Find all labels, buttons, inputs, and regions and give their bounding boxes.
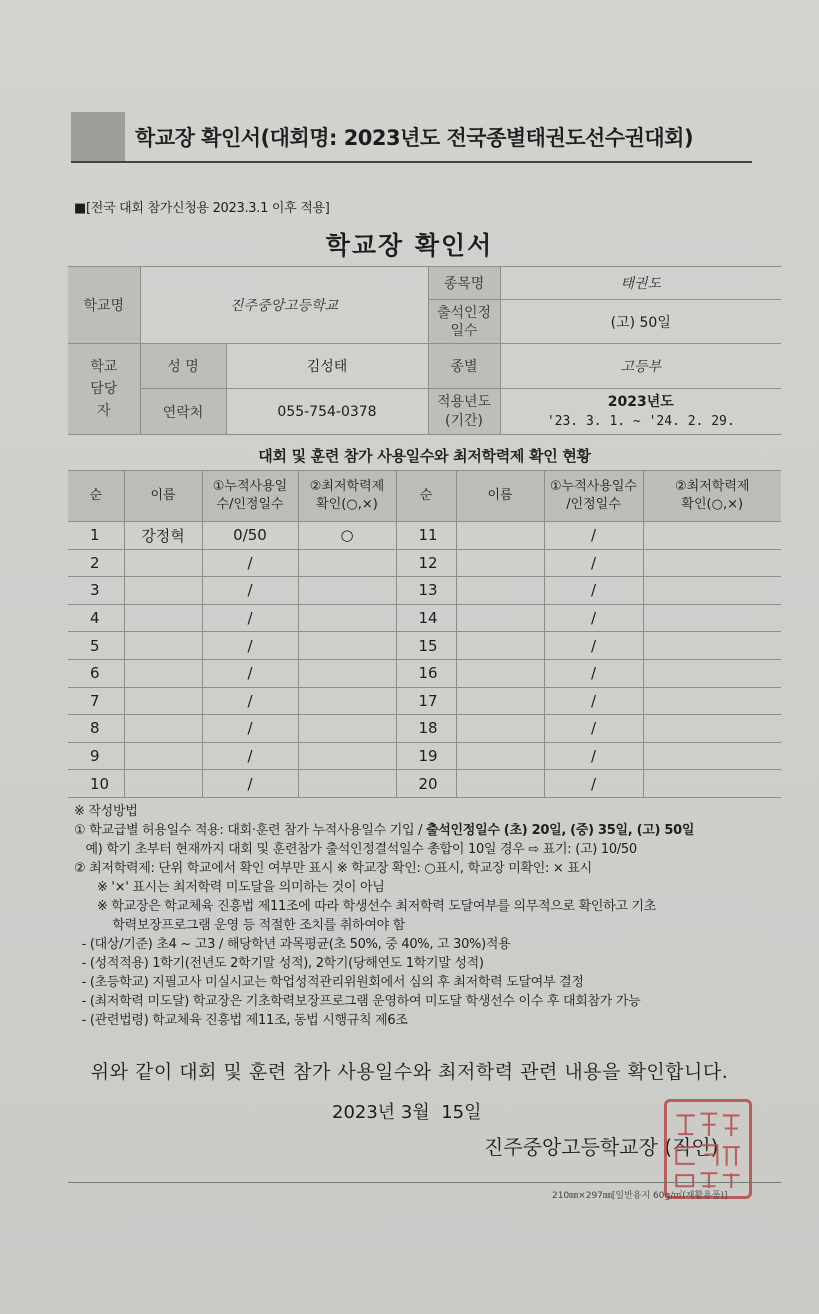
- row-no-2: 12: [396, 549, 456, 577]
- name-value: 김성태: [226, 344, 428, 389]
- row-grade-2: [643, 549, 781, 577]
- document-title: 학교장 확인서: [325, 231, 494, 260]
- row-no: 9: [68, 742, 124, 770]
- row-days-2: /: [544, 715, 643, 743]
- row-days-2: /: [544, 770, 643, 798]
- header-grade-line1: ②최저학력제: [309, 479, 385, 494]
- row-no-2: 18: [396, 715, 456, 743]
- row-grade-2: [643, 715, 781, 743]
- row-days: /: [202, 549, 298, 577]
- row-grade: [298, 687, 396, 715]
- row-name-2: [456, 577, 544, 605]
- instruction-line-1: [74, 821, 774, 840]
- row-name-2: [456, 659, 544, 687]
- header-days-2-line1: ①누적사용일수: [549, 479, 637, 494]
- table-row: [68, 632, 781, 660]
- attend-label: [428, 300, 500, 344]
- row-no: 5: [68, 632, 124, 660]
- row-grade: [298, 659, 396, 687]
- signer-name: 진주중앙고등학교장 (직인): [484, 1135, 719, 1159]
- row-days-2: /: [544, 659, 643, 687]
- row-days: /: [202, 604, 298, 632]
- header-name: 이름: [124, 471, 202, 522]
- row-name: [124, 632, 202, 660]
- instruction-line-8: - (성적적용) 1학기(전년도 2학기말 성적), 2학기(당해연도 1학기말 성적): [74, 956, 484, 971]
- header-grade-line2: 확인(○,×): [316, 497, 378, 512]
- row-name-2: [456, 522, 544, 550]
- row-days: 0/50: [202, 522, 298, 550]
- row-no-2: 16: [396, 659, 456, 687]
- row-days-2: /: [544, 687, 643, 715]
- row-name: [124, 742, 202, 770]
- row-name: 강정혁: [124, 522, 202, 550]
- instruction-line-11: - (관련법령) 학교체육 진흥법 제11조, 동법 시행규칙 제6조: [74, 1013, 408, 1028]
- header-grade-2: [643, 471, 781, 522]
- row-grade: [298, 549, 396, 577]
- bottom-rule: [68, 1182, 781, 1183]
- notice-text: ■[전국 대회 참가신청용 2023.3.1 이후 적용]: [74, 201, 330, 216]
- header-no: 순: [68, 471, 124, 522]
- row-days: /: [202, 687, 298, 715]
- row-days-2: /: [544, 577, 643, 605]
- row-days: /: [202, 770, 298, 798]
- row-grade-2: [643, 770, 781, 798]
- row-days: /: [202, 742, 298, 770]
- row-name-2: [456, 715, 544, 743]
- instructions-heading: ※ 작성방법: [74, 804, 138, 819]
- manager-label-text: 학교담당자: [90, 359, 118, 419]
- issue-date: 2023년 3월 15일: [332, 1102, 482, 1123]
- header-grade-2-line1: ②최저학력제: [675, 479, 750, 494]
- row-name-2: [456, 770, 544, 798]
- row-no-2: 11: [396, 522, 456, 550]
- row-days: /: [202, 632, 298, 660]
- table-row: [68, 577, 781, 605]
- row-grade-2: [643, 742, 781, 770]
- row-days: /: [202, 659, 298, 687]
- row-no-2: 19: [396, 742, 456, 770]
- row-days-2: /: [544, 604, 643, 632]
- header-grade-2-line2: 확인(○,×): [681, 497, 744, 512]
- instruction-line-1a: ① 학교급별 허용일수 적용: 대회·훈련 참가 누적사용일수 기입 /: [74, 823, 427, 838]
- row-name: [124, 687, 202, 715]
- row-no: 4: [68, 604, 124, 632]
- division-label: 종별: [428, 344, 500, 389]
- row-days: /: [202, 715, 298, 743]
- year-label-text: 적용년도(기간): [436, 393, 492, 429]
- row-days-2: /: [544, 632, 643, 660]
- row-name: [124, 715, 202, 743]
- school-name: 진주중앙고등학교: [140, 267, 428, 344]
- header-days-line1: ①누적사용일: [212, 479, 288, 494]
- school-label: 학교명: [68, 267, 140, 344]
- table-row: [68, 770, 781, 798]
- row-grade-2: [643, 604, 781, 632]
- confirm-statement: 위와 같이 대회 및 훈련 참가 사용일수와 최저학력 관련 내용을 확인합니다.: [90, 1061, 729, 1083]
- row-grade: [298, 742, 396, 770]
- instruction-line-5: ※ 학교장은 학교체육 진흥법 제11조에 따라 학생선수 최저학력 도달여부를 의무적으로 확인하고 기초: [74, 899, 657, 914]
- banner-title: 학교장 확인서(대회명: 2023년도 전국종별태권도선수권대회): [135, 126, 694, 150]
- attend-value: (고) 50일: [500, 300, 781, 344]
- header-days-2-line2: /인정일수: [566, 497, 621, 512]
- year-value: 2023년도: [607, 393, 674, 410]
- table-row: [68, 659, 781, 687]
- table-row: [68, 687, 781, 715]
- row-name: [124, 659, 202, 687]
- row-grade: ○: [298, 522, 396, 550]
- row-grade: [298, 577, 396, 605]
- row-grade-2: [643, 659, 781, 687]
- paper-spec-footnote: 210㎜×297㎜[일반용지 60g/㎡(재활용품)]: [552, 1191, 728, 1201]
- table-row: [68, 522, 781, 550]
- section-title: 대회 및 훈련 참가 사용일수와 최저학력제 확인 현황: [258, 447, 591, 465]
- attend-label-text: 출석인정일수: [436, 304, 492, 339]
- row-no-2: 13: [396, 577, 456, 605]
- division-value: 고등부: [500, 344, 781, 389]
- row-no-2: 17: [396, 687, 456, 715]
- period-value: '23. 3. 1. ~ '24. 2. 29.: [546, 413, 735, 429]
- year-cell: [500, 389, 781, 435]
- row-name: [124, 604, 202, 632]
- name-label: 성 명: [140, 344, 226, 389]
- row-days: /: [202, 577, 298, 605]
- row-days-2: /: [544, 742, 643, 770]
- row-grade: [298, 770, 396, 798]
- contact-label: 연락처: [140, 389, 226, 435]
- table-row: [68, 715, 781, 743]
- row-no: 8: [68, 715, 124, 743]
- instruction-line-7: - (대상/기준) 초4 ~ 고3 / 해당학년 과목평균(초 50%, 중 40%, 고 30%)적용: [74, 937, 511, 952]
- year-label: [428, 389, 500, 435]
- attendance-body: [68, 522, 781, 798]
- table-row: [68, 549, 781, 577]
- row-grade-2: [643, 687, 781, 715]
- row-name: [124, 549, 202, 577]
- row-days-2: /: [544, 549, 643, 577]
- row-no-2: 15: [396, 632, 456, 660]
- row-no: 10: [68, 770, 124, 798]
- row-no: 7: [68, 687, 124, 715]
- row-grade: [298, 632, 396, 660]
- event-label: 종목명: [428, 267, 500, 300]
- row-name: [124, 770, 202, 798]
- banner-underline: [71, 161, 752, 163]
- instruction-line-10: - (최저학력 미도달) 학교장은 기초학력보장프로그램 운영하여 미도달 학생선수 이수 후 대회참가 가능: [74, 994, 641, 1009]
- instruction-line-3: ② 최저학력제: 단위 학교에서 확인 여부만 표시 ※ 학교장 확인: ○표시, 학교장 미확인: × 표시: [74, 861, 592, 876]
- manager-label: [68, 344, 140, 435]
- row-no: 1: [68, 522, 124, 550]
- row-grade-2: [643, 577, 781, 605]
- header-no-2: 순: [396, 471, 456, 522]
- form-banner: [71, 112, 752, 162]
- row-days-2: /: [544, 522, 643, 550]
- row-grade-2: [643, 632, 781, 660]
- row-grade: [298, 604, 396, 632]
- row-no: 2: [68, 549, 124, 577]
- instruction-line-2: 예) 학기 초부터 현재까지 대회 및 훈련참가 출석인정결석일수 총합이 10일 경우 ⇨ 표기: (고) 10/50: [74, 842, 637, 857]
- instruction-line-1b: 출석인정일수 (초) 20일, (중) 35일, (고) 50일: [426, 823, 695, 838]
- info-table: [68, 266, 781, 435]
- row-no: 3: [68, 577, 124, 605]
- row-no: 6: [68, 659, 124, 687]
- row-name-2: [456, 742, 544, 770]
- contact-value: 055-754-0378: [226, 389, 428, 435]
- attendance-table: [68, 470, 781, 798]
- row-grade-2: [643, 522, 781, 550]
- header-days-2: [544, 471, 643, 522]
- table-row: [68, 742, 781, 770]
- header-name-2: 이름: [456, 471, 544, 522]
- row-name-2: [456, 687, 544, 715]
- instruction-line-6: 학력보장프로그램 운영 등 적절한 조치를 취하여야 함: [74, 918, 405, 933]
- row-grade: [298, 715, 396, 743]
- row-no-2: 20: [396, 770, 456, 798]
- header-days-line2: 수/인정일수: [216, 497, 284, 512]
- row-no-2: 14: [396, 604, 456, 632]
- official-seal: [664, 1099, 752, 1199]
- row-name-2: [456, 604, 544, 632]
- table-row: [68, 604, 781, 632]
- instructions: [74, 802, 774, 1030]
- instruction-line-9: - (초등학교) 지필고사 미실시교는 학업성적관리위원회에서 심의 후 최저학력 도달여부 결정: [74, 975, 584, 990]
- banner-gray-block: [71, 112, 125, 162]
- header-grade: [298, 471, 396, 522]
- row-name-2: [456, 549, 544, 577]
- row-name-2: [456, 632, 544, 660]
- row-name: [124, 577, 202, 605]
- header-days: [202, 471, 298, 522]
- event-value: 태권도: [500, 267, 781, 300]
- instruction-line-4: ※ '×' 표시는 최저학력 미도달을 의미하는 것이 아님: [74, 880, 385, 895]
- attendance-header-row: [68, 471, 781, 522]
